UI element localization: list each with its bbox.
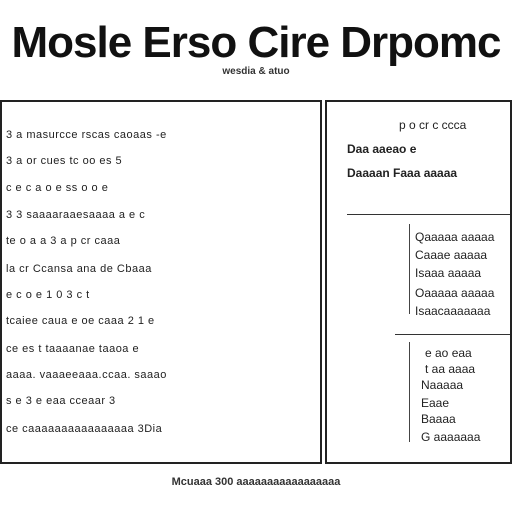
right-top-line: Daa aaeao e [347, 142, 417, 156]
right-bottom-line: e ao eaa [425, 346, 472, 360]
right-bottom-line: G aaaaaaa [421, 430, 481, 444]
right-mid-line: Qaaaaa aaaaa [415, 230, 495, 244]
left-row: tcaiee caua e oe caaa 2 1 e [6, 315, 155, 327]
left-row: ce caaaaaaaaaaaaaaaa 3Dia [6, 423, 163, 435]
left-row: c e c a o e ss o o e [6, 182, 109, 194]
document-footer: Mcuaaa 300 aaaaaaaaaaaaaaaaa [171, 476, 341, 488]
left-row: 3 a or cues tc oo es 5 [6, 155, 123, 167]
right-bottom-line: t aa aaaa [425, 362, 476, 376]
document-title: Mosle Erso Cire Drpomc [11, 18, 501, 67]
bracket-line [409, 342, 410, 442]
left-row: ce es t taaaanae taaoa e [6, 343, 140, 355]
left-row: aaaa. vaaaeeaaa.ccaa. saaao [6, 369, 167, 381]
left-row: 3 a masurcce rscas caoaas -e [6, 129, 167, 141]
bracket-line [409, 224, 410, 314]
left-panel [0, 100, 322, 464]
right-bottom-line: Eaae [421, 396, 450, 410]
right-mid-line: Caaae aaaaa [415, 248, 488, 262]
right-mid-line: Isaaa aaaaa [415, 266, 482, 280]
left-row: te o a a 3 a p cr caaa [6, 235, 121, 247]
document-subtitle: wesdia & atuo [222, 66, 290, 77]
left-row: s e 3 e eaa cceaar 3 [6, 395, 116, 407]
left-row: 3 3 saaaaraaesaaaa a e c [6, 209, 146, 221]
section-divider [347, 214, 512, 215]
left-row: e c o e 1 0 3 c t [6, 289, 90, 301]
right-top-line: p o cr c ccca [399, 118, 467, 132]
right-mid-line: Isaacaaaaaaa [415, 304, 491, 318]
right-panel [325, 100, 512, 464]
right-mid-line: Oaaaaa aaaaa [415, 286, 495, 300]
section-divider [395, 334, 512, 335]
left-row: la cr Ccansa ana de Cbaaa [6, 263, 152, 275]
right-top-line: Daaaan Faaa aaaaa [347, 166, 458, 180]
right-bottom-line: Naaaaa [421, 378, 464, 392]
right-bottom-line: Baaaa [421, 412, 456, 426]
